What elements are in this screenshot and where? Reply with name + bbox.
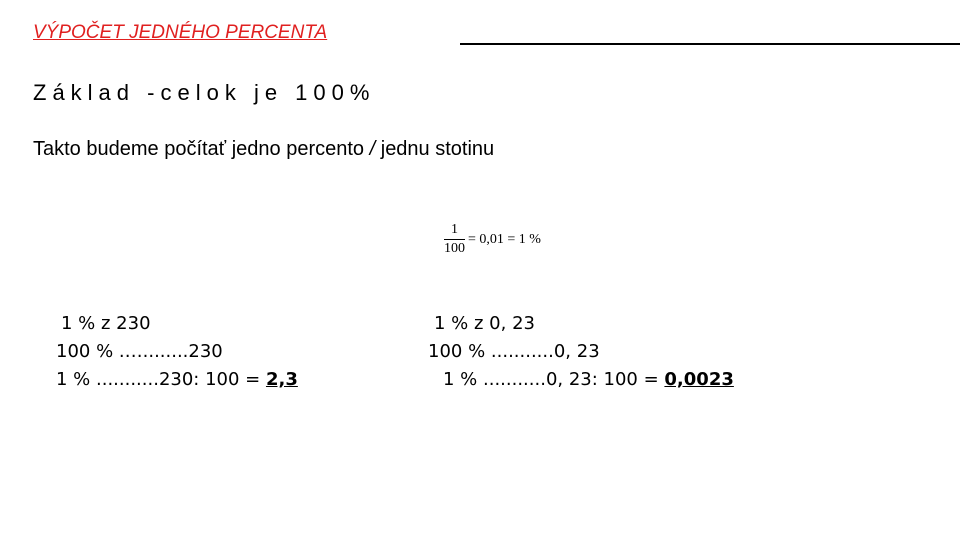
- left-example-line-2: 100 % .…........230: [56, 341, 223, 362]
- lead-sentence: [33, 138, 494, 161]
- lead-text-before: Takto budeme počítať jedno percento: [33, 138, 370, 160]
- right-example-calculation: 1 % ...........0, 23: 100 =: [443, 369, 665, 390]
- subtitle: Základ -celok je 100%: [33, 80, 376, 105]
- right-example: [428, 310, 734, 394]
- formula-numerator: 1: [451, 222, 458, 237]
- lead-slash: /: [369, 138, 376, 160]
- right-example-line-2: 100 % ...........0, 23: [428, 341, 600, 362]
- formula-denominator: 100: [444, 241, 465, 256]
- slide-title: VÝPOČET JEDNÉHO PERCENTA: [33, 22, 328, 43]
- fraction-bar: [444, 239, 465, 240]
- right-example-result: 0,0023: [664, 369, 734, 390]
- left-example: [56, 310, 298, 394]
- formula-result: = 0,01 = 1 %: [468, 231, 541, 247]
- right-example-line-3: [428, 366, 734, 394]
- left-example-calculation: 1 % ...........230: 100 =: [56, 369, 266, 390]
- percent-formula: [444, 222, 541, 257]
- left-example-line-1: 1 % z 230: [61, 313, 151, 334]
- lead-text-after: jednu stotinu: [375, 138, 495, 160]
- left-example-line-3: [56, 366, 298, 394]
- title-underline-rule: [460, 43, 960, 45]
- left-example-result: 2,3: [265, 369, 298, 390]
- right-example-line-1: 1 % z 0, 23: [434, 313, 535, 334]
- formula-fraction: [444, 222, 465, 257]
